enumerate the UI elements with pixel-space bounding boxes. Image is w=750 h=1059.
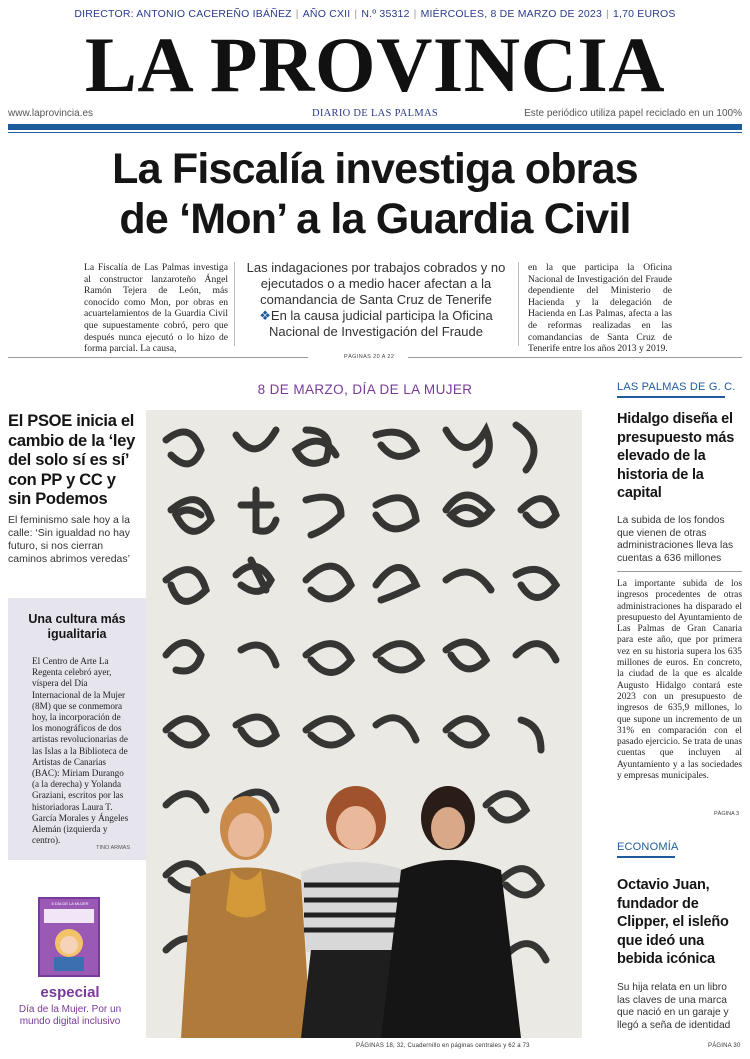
culture-box-text: El Centro de Arte La Regenta celebró ayer, víspera del Día Internacional de la Mujer (8M) que se conmemora hoy, la incorporación de los monográficos de dos artistas revolucionarias de las Islas a la Biblioteca de Artistas de Canarias (BAC): Míriam Durango (a la derecha) y Yolanda Graziani, escritos por las historiadoras Laura T. García Morales y Ángeles Alemán (izquierda y centro). — [32, 656, 129, 846]
especial-description: Día de la Mujer. Por un mundo digital inclusivo — [18, 1004, 122, 1027]
psoe-summary: El feminismo sale hoy a la calle: ‘Sin igualdad no hay futuro, si nos cierran caminos abrimos veredas’ — [8, 514, 131, 565]
people-figures — [181, 786, 521, 1038]
budget-pages-ref: PÁGINA 3 — [714, 811, 740, 817]
column-rule — [518, 262, 519, 346]
kicker-underline — [617, 856, 675, 858]
lead-summary-block — [240, 260, 512, 340]
website-link[interactable]: www.laprovincia.es — [8, 108, 94, 119]
especial-cover-illustration — [40, 899, 98, 975]
lead-headline-line2: de ‘Mon’ a la Guardia Civil — [119, 195, 631, 243]
lead-headline[interactable] — [0, 144, 750, 244]
diamond-bullet-icon: ❖ — [259, 308, 271, 323]
artwork-photo-illustration — [146, 410, 582, 1038]
especial-thumb-caption: 8 DÍA DE LA MUJER — [51, 901, 89, 906]
budget-headline[interactable]: Hidalgo diseña el presupuesto más elevado de la historia de la capital — [617, 411, 735, 501]
masthead-divider-thin — [8, 132, 742, 133]
especial-supplement-thumbnail[interactable] — [38, 897, 100, 977]
kicker-underline — [617, 396, 725, 398]
clipper-subhead: Su hija relata en un libro las claves de una marca que nació en un garaje y llegó a seña de identidad — [617, 982, 731, 1031]
lead-bullet — [240, 308, 512, 340]
newspaper-masthead: LA PROVINCIA — [84, 21, 666, 108]
issue-number: N.º 35312 — [361, 8, 410, 20]
masthead-subtitle: DIARIO DE LAS PALMAS — [311, 108, 439, 119]
lead-pages-ref: PÁGINAS 20 A 22 — [344, 354, 395, 360]
las-palmas-kicker: LAS PALMAS DE G. C. — [617, 381, 736, 393]
issue-date: MIÉRCOLES, 8 DE MARZO DE 2023 — [420, 8, 602, 20]
budget-body: La importante subida de los ingresos procedentes de otras administraciones ha disparado el presupuesto del Ayuntamiento de Las Palmas de Gran Canaria para este año, que por primera vez en su historia supera los 635 millones de euros. En concreto, la ciudad de la que es alcalde Augusto Hidalgo contará este 2023 con un presupuesto de ingresos de 635,9 millones, lo que supone un incremento de un 31% en comparación con el pasado ejercicio. Se trata de unas cuentas que incluyen al Ayuntamiento y a las sociedades y empresas municipales. — [617, 579, 742, 782]
economy-kicker: ECONOMÍA — [617, 841, 679, 853]
lead-column-1: La Fiscalía de Las Palmas investiga al constructor lanzaroteño Ángel Ramón Tejera de León, más conocido como Mon, por obras en acuartelamientos de la Guardia Civil que supuestamente cobró, pero que después nunca ejecutó o lo hizo de forma parcial. La causa, — [84, 262, 228, 355]
main-photo — [146, 410, 582, 1038]
budget-subhead: La subida de los fondos que vienen de otras administraciones lleva las cuentas a 636 millones — [617, 515, 734, 564]
culture-box-title[interactable]: Una cultura más igualitaria — [28, 612, 126, 641]
price-label: 1,70 EUROS — [612, 8, 676, 20]
clipper-headline[interactable]: Octavio Juan, fundador de Clipper, el isleño que ideó una bebida icónica — [617, 877, 729, 967]
section-divider — [408, 357, 742, 358]
recycled-note: Este periódico utiliza papel reciclado en un 100% — [524, 108, 742, 119]
lead-summary: Las indagaciones por trabajos cobrados y no ejecutados o a medio hacer afectan a la comandancia de Santa Cruz de Tenerife — [246, 260, 506, 307]
womens-day-kicker: 8 DE MARZO, DÍA DE LA MUJER — [257, 382, 473, 397]
top-info-bar: DIRECTOR: ANTONIO CACEREÑO IBÁÑEZ | AÑO CXII | N.º 35312 | MIÉRCOLES, 8 DE MARZO DE 2023 | 1,70 EUROS — [74, 8, 676, 20]
especial-label[interactable]: especial — [40, 984, 100, 1001]
footer-pages-right: PÁGINA 30 — [708, 1043, 741, 1049]
subhead-divider — [617, 571, 742, 572]
section-divider — [8, 357, 308, 358]
psoe-headline[interactable]: El PSOE inicia el cambio de la ‘ley del solo sí es sí’ con PP y CC y sin Podemos — [8, 412, 135, 508]
column-rule — [234, 262, 235, 346]
year-label: AÑO CXII — [302, 8, 351, 20]
lead-headline-line1: La Fiscalía investiga obras — [112, 145, 638, 193]
footer-pages-note: PÁGINAS 18, 32, Cuadernillo en páginas centrales y 62 a 73 — [356, 1043, 530, 1049]
masthead-divider — [8, 124, 742, 130]
director-credit: DIRECTOR: ANTONIO CACEREÑO IBÁÑEZ — [74, 8, 292, 20]
lead-column-3: en la que participa la Oficina Nacional de Investigación del Fraude dependiente del Ministerio de Hacienda y la delegación de Hacienda en Las Palmas, afecta a las de reformas realizadas en las comandancias de Santa Cruz de Tenerife entre los años 2013 y 2019. — [528, 262, 672, 355]
lead-bullet-text: En la causa judicial participa la Oficina Nacional de Investigación del Fraude — [269, 308, 493, 339]
photo-credit: TINO ARMAS — [96, 845, 130, 851]
